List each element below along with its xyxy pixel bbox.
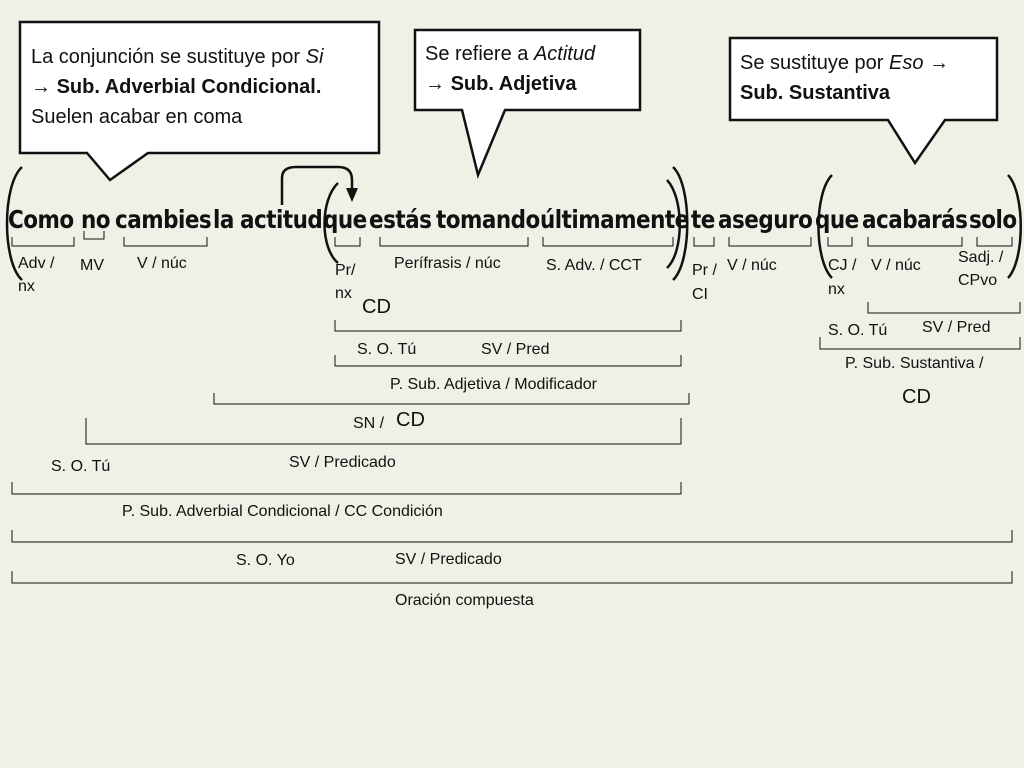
word-solo: solo (969, 205, 1017, 234)
label-adv-nx-2: nx (18, 278, 35, 295)
word-que-rel: que (323, 205, 367, 234)
label-v-nuc-3: V / núc (871, 257, 921, 274)
callout-conditional-line1: La conjunción se sustituye por (31, 46, 301, 68)
bracket-p-sub-adv (12, 482, 681, 494)
callout-noun-line1: Se sustituye por (740, 52, 884, 74)
callout-conditional (31, 42, 376, 132)
label-mv: MV (80, 257, 104, 274)
bracket-sadj (977, 237, 1012, 246)
callout-noun-bold: Sub. Sustantiva (740, 82, 891, 104)
label-pr-ci-1: Pr / (692, 262, 717, 279)
label-adv-nx-1: Adv / (18, 255, 55, 272)
label-cj-nx-2: nx (828, 281, 845, 298)
callout-noun (740, 48, 995, 108)
label-sv-pred-rel: SV / Pred (481, 341, 550, 358)
bracket-cd-rel (335, 320, 681, 331)
label-so-yo: S. O. Yo (236, 552, 295, 569)
word-como: Como (8, 205, 74, 234)
label-p-sub-adj: P. Sub. Adjetiva / Modificador (390, 376, 597, 393)
word-te: te (691, 205, 715, 234)
bracket-v-cambies (124, 237, 207, 246)
word-acabaras: acabarás (862, 205, 968, 234)
word-no: no (81, 205, 111, 234)
callout-conditional-italic: Si (305, 46, 324, 68)
bracket-oracion (12, 571, 1012, 583)
label-v-nuc-1: V / núc (137, 255, 187, 272)
bracket-sadv (543, 237, 673, 246)
label-sn-cd: CD (396, 409, 425, 431)
label-perifrasis: Perífrasis / núc (394, 255, 501, 272)
word-la: la (213, 205, 234, 234)
label-s-adv-cct: S. Adv. / CCT (546, 257, 642, 274)
callout-adjective-arrow: → (425, 73, 445, 95)
word-ultimamente: últimamente (540, 205, 689, 234)
label-cj-nx-1: CJ / (828, 257, 857, 274)
label-p-sub-adv: P. Sub. Adverbial Condicional / CC Condición (122, 503, 443, 520)
label-p-sub-sust: P. Sub. Sustantiva / (845, 355, 984, 372)
label-so-tu-sust: S. O. Tú (828, 322, 888, 339)
label-so-tu-cond: S. O. Tú (51, 458, 111, 475)
bracket-pr-te (694, 237, 714, 246)
label-v-nuc-2: V / núc (727, 257, 777, 274)
word-que-cj: que (815, 205, 859, 234)
label-oracion: Oración compuesta (395, 592, 534, 609)
callout-adjective-line1: Se refiere a (425, 43, 529, 65)
label-sadj-1: Sadj. / (958, 249, 1004, 266)
label-sadj-2: CPvo (958, 272, 998, 289)
word-cambies: cambies (115, 205, 212, 234)
callout-noun-italic: Eso (888, 52, 924, 74)
arrow-antecedent (282, 167, 352, 205)
callout-conditional-bold: Sub. Adverbial Condicional. (56, 76, 322, 98)
label-sv-predicado-cond: SV / Predicado (289, 454, 396, 471)
bracket-cj-que (828, 237, 852, 246)
word-estas: estás (369, 205, 432, 234)
callout-adjective-bold: Sub. Adjetiva (450, 73, 577, 95)
label-so-tu-rel: S. O. Tú (357, 341, 417, 358)
callout-adjective (425, 39, 640, 99)
callout-conditional-arrow: → (31, 76, 51, 98)
callout-adjective-italic: Actitud (533, 43, 596, 65)
callout-noun-arrow: → (929, 52, 950, 74)
bracket-perifrasis (380, 237, 528, 246)
bracket-pr-que (335, 237, 360, 246)
label-p-sub-sust-cd: CD (902, 386, 931, 408)
word-actitud: actitud (240, 205, 323, 234)
bracket-v-aseguro (729, 237, 811, 246)
bracket-sv-pred-sust (868, 302, 1020, 313)
label-pr-nx-2: nx (335, 285, 352, 302)
label-pr-ci-2: CI (692, 286, 708, 303)
bracket-v-acabaras (868, 237, 962, 246)
word-aseguro: aseguro (718, 205, 813, 234)
bracket-main-sv (12, 530, 1012, 542)
label-cd-rel: CD (362, 296, 391, 318)
label-sv-predicado-main: SV / Predicado (395, 551, 502, 568)
word-tomando: tomando (436, 205, 540, 234)
bracket-adv (12, 237, 74, 246)
label-sn: SN / (353, 415, 385, 432)
arrow-antecedent-head (346, 188, 358, 202)
label-pr-nx-1: Pr/ (335, 262, 356, 279)
label-sv-pred-sust: SV / Pred (922, 319, 991, 336)
callout-conditional-line3: Suelen acabar en coma (31, 106, 243, 128)
